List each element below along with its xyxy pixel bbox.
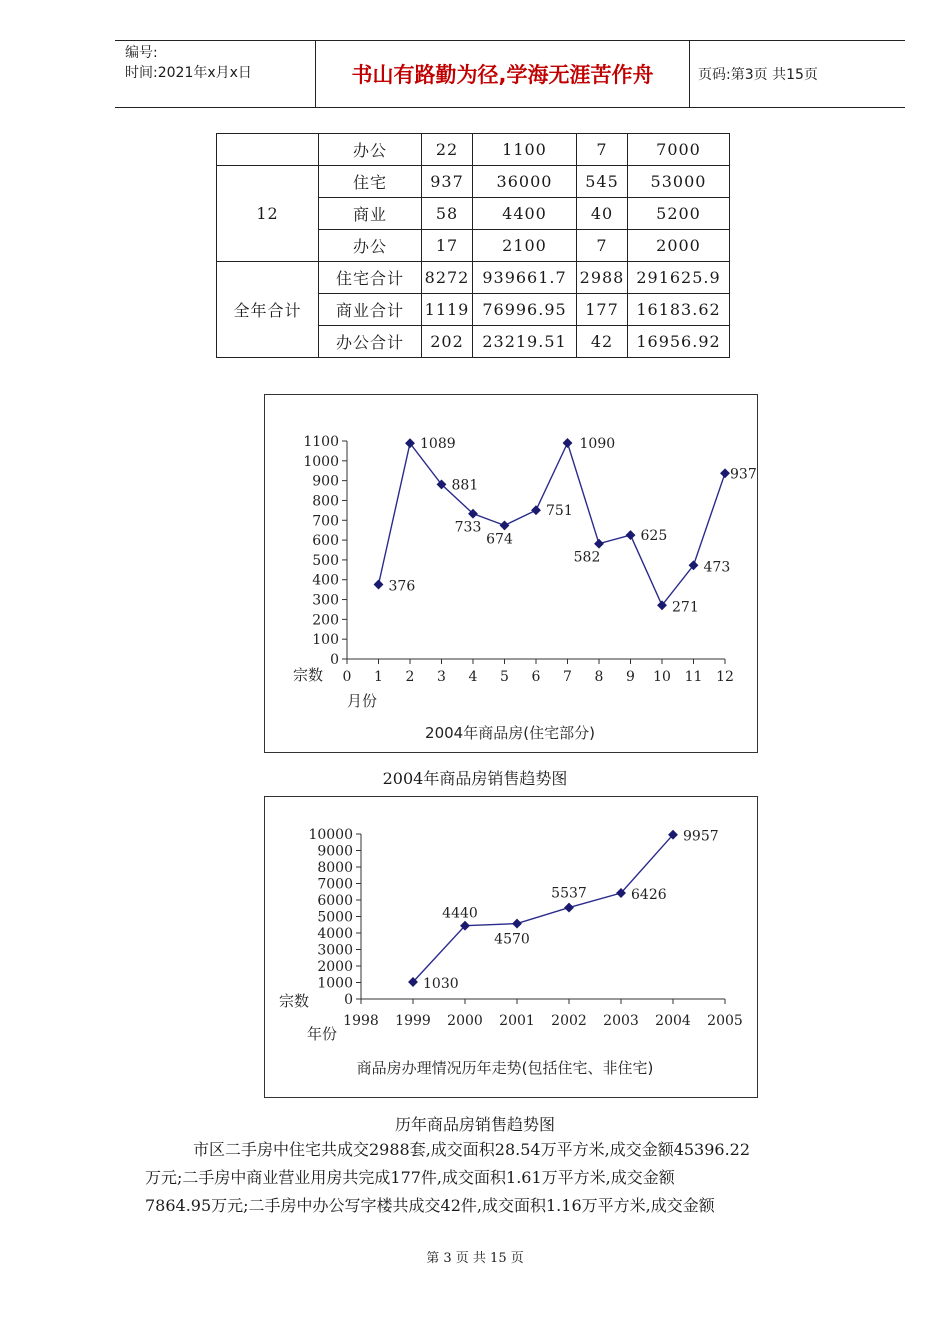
y-tick-label: 800: [312, 493, 339, 510]
x-tick-label: 1999: [395, 1013, 431, 1029]
y-tick-label: 0: [330, 652, 339, 668]
group-cell: 12: [217, 166, 319, 262]
data-label: 1089: [420, 436, 456, 453]
table-row: [217, 262, 730, 294]
table-cell: 42: [577, 326, 628, 358]
table-cell: 2000: [628, 230, 730, 262]
data-point: [720, 468, 730, 478]
x-tick-label: 8: [594, 669, 604, 685]
y-tick-label: 5000: [317, 909, 353, 926]
data-label: 733: [454, 519, 482, 536]
group-cell: 全年合计: [217, 262, 319, 358]
y-tick-label: 1000: [303, 453, 339, 470]
table-cell: 7000: [628, 134, 730, 166]
page-header: [115, 40, 905, 108]
y-tick-label: 7000: [317, 876, 353, 893]
data-point: [374, 580, 384, 590]
y-tick-label: 400: [312, 572, 339, 589]
table-cell: 5200: [628, 198, 730, 230]
y-tick-label: 900: [312, 473, 339, 490]
x-tick-label: 7: [563, 669, 572, 685]
data-label: 1090: [579, 435, 616, 452]
type-cell: 办公: [319, 134, 422, 166]
data-point: [594, 539, 604, 549]
transaction-table: [216, 133, 730, 358]
header-meta: [125, 43, 315, 83]
chart-title: 商品房办理情况历年走势(包括住宅、非住宅): [356, 1059, 654, 1077]
body-paragraph: [145, 1136, 875, 1220]
table-cell: 1119: [422, 294, 473, 326]
y-tick-label: 300: [312, 592, 339, 609]
page-footer: 第 3 页 共 15 页: [426, 1251, 524, 1266]
y-tick-label: 200: [312, 612, 339, 629]
table-cell: 939661.7: [473, 262, 577, 294]
y-tick-label: 4000: [317, 926, 353, 942]
table-cell: 58: [422, 198, 473, 230]
table-cell: 2100: [473, 230, 577, 262]
data-label: 4440: [442, 905, 478, 922]
x-tick-label: 2: [405, 669, 415, 685]
table-cell: 7: [577, 134, 628, 166]
y-tick-label: 8000: [317, 860, 353, 876]
table-cell: 36000: [473, 166, 577, 198]
x-tick-label: 1: [374, 669, 383, 685]
table-cell: 8272: [422, 262, 473, 294]
data-point: [531, 505, 541, 515]
data-label: 881: [451, 477, 479, 494]
data-label: 6426: [631, 886, 667, 903]
type-cell: 商业合计: [319, 294, 422, 326]
table-cell: 16956.92: [628, 326, 730, 358]
data-label: 582: [573, 549, 601, 566]
y-tick-label: 3000: [317, 942, 353, 959]
x-tick-label: 11: [684, 669, 703, 685]
chart2-caption: 历年商品房销售趋势图: [394, 1115, 555, 1134]
table-cell: 545: [577, 166, 628, 198]
data-label: 4570: [494, 931, 530, 948]
x-tick-label: 5: [500, 669, 509, 685]
data-label: 674: [486, 531, 513, 548]
header-motto: 书山有路勤为径,学海无涯苦作舟: [315, 41, 690, 107]
data-label: 751: [546, 503, 573, 520]
y-tick-label: 1000: [317, 975, 353, 992]
x-tick-label: 2001: [499, 1013, 535, 1029]
x-tick-label: 2003: [603, 1013, 639, 1029]
yearly-chart: [264, 796, 758, 1098]
table-cell: 53000: [628, 166, 730, 198]
table-cell: 16183.62: [628, 294, 730, 326]
x-tick-label: 6: [531, 669, 541, 685]
table-cell: 22: [422, 134, 473, 166]
x-tick-label: 9: [626, 669, 635, 685]
y-tick-label: 500: [312, 552, 339, 569]
data-label: 5537: [551, 885, 587, 902]
paragraph-line: 7864.95万元;二手房中办公写字楼共成交42件,成交面积1.16万平方米,成交金额: [145, 1196, 715, 1215]
x-tick-label: 12: [716, 669, 734, 685]
table-cell: 40: [577, 198, 628, 230]
table-cell: 937: [422, 166, 473, 198]
data-point: [563, 438, 573, 448]
chart1-caption: 2004年商品房销售趋势图: [382, 769, 568, 788]
y-tick-label: 10000: [308, 827, 353, 843]
yearly-chart-svg: [265, 797, 757, 1097]
paragraph-line: 万元;二手房中商业营业用房共完成177件,成交面积1.61万平方米,成交金额: [145, 1168, 675, 1187]
data-point: [564, 903, 574, 913]
table-cell: 1100: [473, 134, 577, 166]
table-cell: 7: [577, 230, 628, 262]
paragraph-line: 市区二手房中住宅共成交2988套,成交面积28.54万平方米,成交金额45396.22: [193, 1140, 751, 1159]
time-label: 时间:2021年x月x日: [125, 65, 252, 81]
x-tick-label: 3: [437, 669, 446, 685]
y-tick-label: 9000: [317, 843, 353, 860]
y-tick-label: 6000: [317, 893, 353, 909]
data-point: [500, 520, 510, 530]
type-cell: 办公合计: [319, 326, 422, 358]
data-label: 625: [640, 528, 668, 545]
data-point: [512, 919, 522, 929]
x-tick-label: 2005: [707, 1013, 743, 1029]
group-cell: [217, 134, 319, 166]
x-tick-label: 2004: [655, 1013, 691, 1029]
table-cell: 4400: [473, 198, 577, 230]
y-tick-label: 700: [312, 513, 339, 530]
y-tick-label: 0: [344, 992, 353, 1008]
type-cell: 住宅合计: [319, 262, 422, 294]
monthly-chart-svg: [265, 395, 757, 752]
data-label: 937: [730, 466, 757, 483]
x-axis-label: 月份: [347, 692, 378, 710]
table-cell: 23219.51: [473, 326, 577, 358]
chart-title: 2004年商品房(住宅部分): [425, 724, 595, 742]
number-label: 编号:: [125, 45, 158, 61]
table-cell: 177: [577, 294, 628, 326]
table-cell: 202: [422, 326, 473, 358]
data-label: 473: [703, 559, 731, 576]
y-axis-label: 宗数: [279, 992, 310, 1010]
table-row: [217, 134, 730, 166]
y-tick-label: 2000: [317, 959, 353, 975]
data-label: 376: [388, 578, 416, 595]
table-row: [217, 166, 730, 198]
y-tick-label: 100: [312, 632, 339, 649]
table-cell: 76996.95: [473, 294, 577, 326]
data-label: 9957: [683, 828, 719, 845]
monthly-chart: [264, 394, 758, 753]
x-axis-label: 年份: [307, 1025, 338, 1043]
type-cell: 住宅: [319, 166, 422, 198]
x-tick-label: 10: [653, 669, 671, 685]
data-point: [626, 530, 636, 540]
table-cell: 17: [422, 230, 473, 262]
x-tick-label: 0: [342, 669, 352, 685]
header-page-info: 页码:第3页 共15页: [698, 67, 818, 83]
y-axis-label: 宗数: [293, 666, 324, 684]
type-cell: 办公: [319, 230, 422, 262]
x-tick-label: 1998: [343, 1013, 379, 1029]
x-tick-label: 2000: [447, 1013, 483, 1029]
x-tick-label: 4: [468, 669, 478, 685]
data-label: 1030: [423, 976, 459, 993]
x-tick-label: 2002: [551, 1013, 587, 1029]
y-tick-label: 1100: [303, 434, 339, 450]
y-tick-label: 600: [312, 533, 339, 550]
data-label: 271: [672, 599, 699, 616]
table-cell: 2988: [577, 262, 628, 294]
series-line: [379, 443, 726, 605]
table-cell: 291625.9: [628, 262, 730, 294]
type-cell: 商业: [319, 198, 422, 230]
